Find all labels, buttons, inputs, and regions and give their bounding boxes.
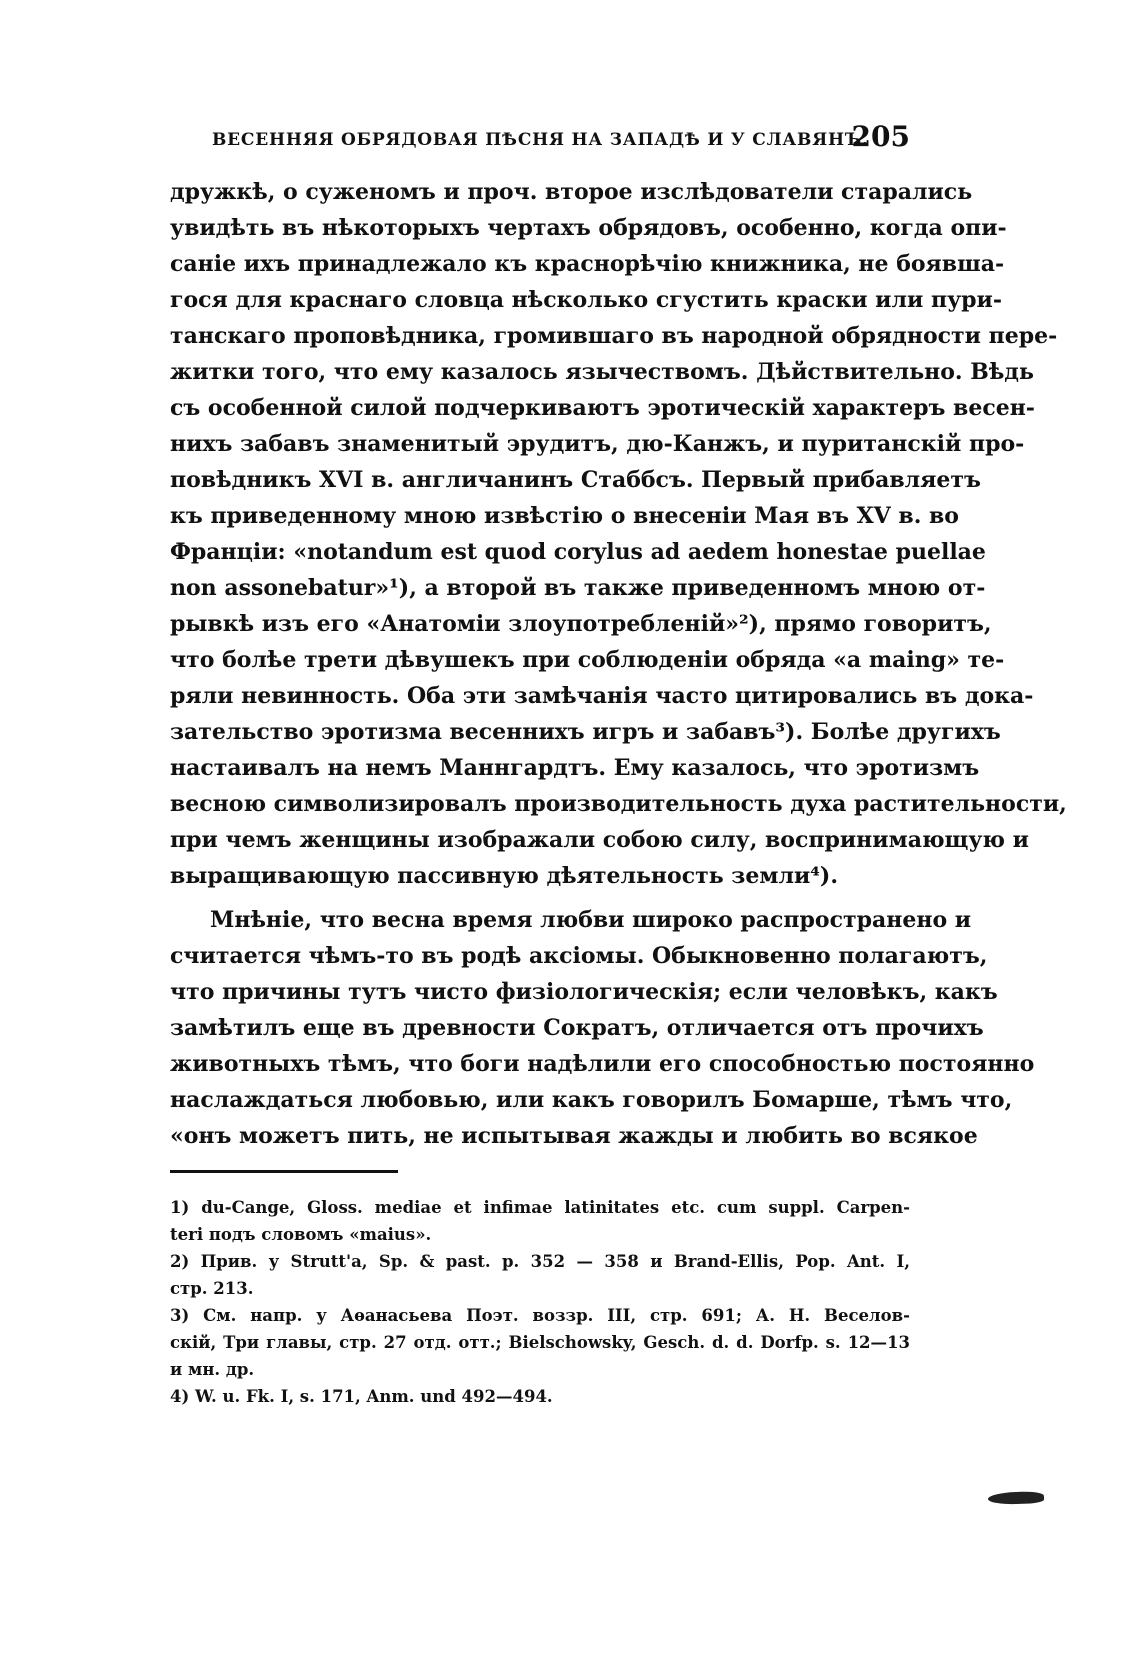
text-line: считается чѣмъ-то въ родѣ аксіомы. Обыкновенно полагаютъ, — [170, 943, 988, 969]
footnote-1: 1) du-Cange, Gloss. mediae et infimae latinitates etc. cum suppl. Carpen- — [170, 1198, 910, 1217]
text-line: наслаждаться любовью, или какъ говорилъ Бомарше, тѣмъ что, — [170, 1087, 1013, 1113]
text-line: при чемъ женщины изображали собою силу, воспринимающую и — [170, 827, 1029, 853]
running-title: ВЕСЕННЯЯ ОБРЯДОВАЯ ПѢСНЯ НА ЗАПАДѢ И У СЛАВЯНЪ. — [212, 130, 869, 150]
text-line: non assonebatur»¹), а второй въ также приведенномъ мною от- — [170, 575, 986, 601]
text-line: повѣдникъ XVI в. англичанинъ Стаббсъ. Первый прибавляетъ — [170, 467, 981, 493]
footnote-1-continued: teri подъ словомъ «maius». — [170, 1225, 432, 1244]
text-line: «онъ можетъ пить, не испытывая жажды и любить во всякое — [170, 1123, 978, 1149]
footnote-2: 2) Прив. у Strutt'a, Sp. & past. p. 352 — 358 и Brand-Ellis, Pop. Ant. I, — [170, 1252, 910, 1271]
footnote-3-continued: и мн. др. — [170, 1360, 255, 1379]
text-line: гося для краснаго словца нѣсколько сгустить краски или пури- — [170, 287, 1003, 313]
paragraph-start: Мнѣніе, что весна время любви широко распространено и — [210, 907, 972, 933]
book-page — [170, 118, 1067, 1558]
text-line: танскаго проповѣдника, громившаго въ народной обрядности пере- — [170, 323, 1058, 349]
text-line: рывкѣ изъ его «Анатоміи злоупотребленій»²), прямо говоритъ, — [170, 611, 992, 637]
footnotes — [170, 1194, 910, 1410]
main-text — [170, 174, 1067, 1154]
text-line: Франціи: «notandum est quod corylus ad aedem honestae puellae — [170, 539, 986, 565]
footnote-3-continued: скій, Три главы, стр. 27 отд. отт.; Bielschowsky, Gesch. d. d. Dorfp. s. 12—13 — [170, 1333, 910, 1352]
text-line: къ приведенному мною извѣстію о внесеніи Мая въ XV в. во — [170, 503, 959, 529]
text-line: съ особенной силой подчеркиваютъ эротическій характеръ весен- — [170, 395, 1035, 421]
text-line: саніе ихъ принадлежало къ краснорѣчію книжника, не боявша- — [170, 251, 1005, 277]
text-line: животныхъ тѣмъ, что боги надѣлили его способностью постоянно — [170, 1051, 1035, 1077]
footnote-3: 3) См. напр. у Аѳанасьева Поэт. воззр. III, стр. 691; А. Н. Веселов- — [170, 1306, 910, 1325]
paragraph-gap — [170, 894, 910, 902]
text-line: житки того, что ему казалось язычествомъ. Дѣйствительно. Вѣдь — [170, 359, 1034, 385]
page-number: 205 — [851, 120, 910, 153]
text-line: что причины тутъ чисто физіологическія; если человѣкъ, какъ — [170, 979, 998, 1005]
footnote-4: 4) W. u. Fk. I, s. 171, Anm. und 492—494. — [170, 1387, 553, 1406]
footnote-separator — [170, 1170, 398, 1173]
text-line: нихъ забавъ знаменитый эрудитъ, дю-Канжъ, и пуританскій про- — [170, 431, 1025, 457]
text-line: что болѣе трети дѣвушекъ при соблюденіи обряда «a maing» те- — [170, 647, 1005, 673]
text-line: весною символизировалъ производительность духа растительности, — [170, 791, 1067, 817]
text-line: дружкѣ, о суженомъ и проч. второе изслѣдователи старались — [170, 179, 973, 205]
text-line: зательство эротизма весеннихъ игръ и забавъ³). Болѣе другихъ — [170, 719, 1001, 745]
footnote-2-continued: стр. 213. — [170, 1279, 254, 1298]
ink-smudge — [988, 1491, 1044, 1505]
text-line-indented — [170, 902, 972, 938]
page-header — [170, 118, 910, 158]
text-line: настаивалъ на немъ Маннгардтъ. Ему казалось, что эротизмъ — [170, 755, 980, 781]
text-line: увидѣть въ нѣкоторыхъ чертахъ обрядовъ, особенно, когда опи- — [170, 215, 1007, 241]
text-line: выращивающую пассивную дѣятельность земли⁴). — [170, 863, 838, 889]
text-line: замѣтилъ еще въ древности Сократъ, отличается отъ прочихъ — [170, 1015, 984, 1041]
text-line: ряли невинность. Оба эти замѣчанія часто цитировались въ дока- — [170, 683, 1034, 709]
